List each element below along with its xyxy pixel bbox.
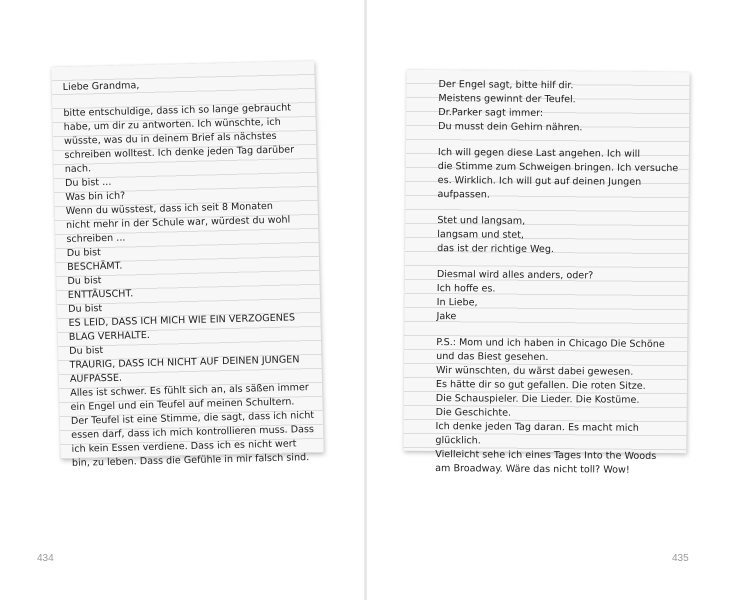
text-line: In Liebe,	[436, 297, 478, 309]
text-line: habe, um dir zu antworten. Ich wünschte, ich	[63, 116, 281, 133]
text-line: Ich denke jeden Tag daran. Es macht mich	[435, 421, 639, 434]
text-line: P.S.: Mom und ich haben in Chicago Die Schöne	[436, 337, 665, 351]
text-line: Alles ist schwer. Es fühlt sich an, als säßen immer	[70, 382, 309, 399]
text-line: Du bist	[68, 303, 103, 315]
text-line: Ich hoffe es.	[436, 283, 496, 295]
text-line: schreiben wolltest. Ich denke jeden Tag darüber	[64, 144, 295, 161]
letter-note-left	[51, 61, 323, 469]
text-line: am Broadway. Wäre das nicht toll? Wow!	[435, 463, 630, 476]
page-number-left: 434	[37, 553, 54, 564]
text-line: wüsste, was du in deinem Brief als nächstes	[63, 130, 277, 147]
text-line: bin, zu leben. Dass die Gefühle in mir falsch sind.	[71, 452, 310, 469]
text-line: Ich will gegen diese Last angehen. Ich will	[437, 147, 641, 160]
text-line: ich kein Essen verdiene. Dass ich es nicht wert	[71, 438, 297, 455]
text-line: BESCHÄMT.	[67, 260, 123, 273]
text-line: nach.	[64, 163, 92, 175]
text-line: TRAURIG, DASS ICH NICHT AUF DEINEN JUNGEN	[69, 354, 300, 371]
letter-text-right	[435, 78, 679, 478]
text-line: die Stimme zum Schweigen bringen. Ich versuche	[437, 161, 679, 175]
text-line: bitte entschuldige, dass ich so lange gebraucht	[63, 102, 292, 119]
text-line: Du bist	[67, 275, 102, 287]
text-line: Der Teufel ist eine Stimme, die sagt, dass ich nicht	[70, 409, 315, 427]
text-line: Du bist	[69, 345, 104, 357]
text-line: Jake	[436, 311, 457, 323]
text-line: Meistens gewinnt der Teufel.	[438, 93, 576, 106]
text-line: langsam und stet,	[437, 229, 525, 241]
text-line: Der Engel sagt, bitte hilf dir.	[438, 79, 574, 92]
text-line: nicht mehr in der Schule war, würdest du wohl	[65, 214, 291, 231]
book-gutter	[364, 0, 367, 600]
letter-text-left	[63, 75, 314, 471]
text-line: Dr.Parker sagt immer:	[438, 107, 544, 119]
text-line: AUFPASSE.	[69, 372, 123, 385]
text-line: Du bist ...	[64, 176, 112, 189]
text-line: das ist der richtige Weg.	[437, 243, 555, 256]
text-line: Vielleicht sehe ich eines Tages Into the Woods	[435, 449, 657, 462]
text-line: ES LEID, DASS ICH MICH WIE EIN VERZOGENES	[68, 312, 296, 329]
text-line: glücklich.	[435, 435, 481, 447]
text-line: ENTTÄUSCHT.	[67, 288, 134, 301]
text-line: aufpassen.	[437, 189, 490, 201]
page-number-right: 435	[672, 553, 689, 564]
text-line: Wir wünschten, du wärst dabei gewesen.	[435, 365, 634, 378]
text-line: Du bist	[66, 247, 101, 259]
text-line: BLAG VERHALTE.	[68, 329, 151, 343]
letter-note-right	[403, 70, 689, 476]
text-line: Liebe Grandma,	[62, 80, 140, 93]
text-line: Du musst dein Gehirn nähren.	[438, 121, 583, 134]
text-line: Die Schauspieler. Die Lieder. Die Kostüme.	[435, 393, 640, 406]
text-line: ein Engel und ein Teufel auf meinen Schultern.	[70, 396, 295, 413]
text-line: schreiben ...	[66, 232, 126, 245]
text-line: Diesmal wird alles anders, oder?	[436, 269, 594, 282]
text-line: essen darf, dass ich mich kontrollieren muss. Dass	[71, 423, 315, 441]
text-line: Die Geschichte.	[435, 407, 512, 419]
text-line: Was bin ich?	[65, 190, 126, 203]
text-line: Wenn du wüsstest, dass ich seit 8 Monaten	[65, 200, 274, 217]
text-line: Stet und langsam,	[437, 215, 526, 227]
text-line: es. Wirklich. Ich will gut auf deinen Jungen	[437, 175, 642, 188]
text-line: und das Biest gesehen.	[436, 351, 549, 364]
text-line: Es hätte dir so gut gefallen. Die roten Sitze.	[435, 379, 646, 392]
